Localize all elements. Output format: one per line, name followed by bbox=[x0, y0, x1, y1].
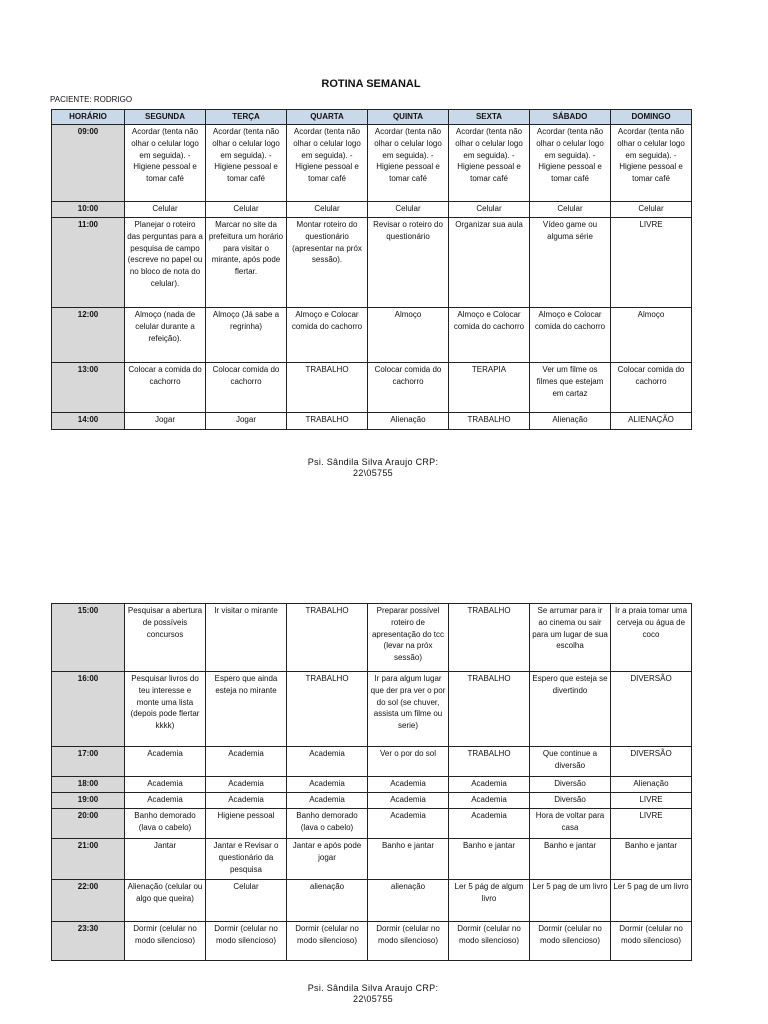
header-horario: HORÁRIO bbox=[52, 110, 125, 125]
activity-cell: LIVRE bbox=[611, 218, 692, 308]
table-row bbox=[52, 672, 692, 747]
activity-cell: TRABALHO bbox=[449, 413, 530, 430]
activity-cell: Banho demorado (lava o cabelo) bbox=[125, 809, 206, 839]
activity-cell: Acordar (tenta não olhar o celular logo em seguida). -Higiene pessoal e tomar café bbox=[125, 125, 206, 202]
time-cell: 13:00 bbox=[52, 363, 125, 413]
header-quarta: QUARTA bbox=[287, 110, 368, 125]
activity-cell: Acordar (tenta não olhar o celular logo em seguida). -Higiene pessoal e tomar café bbox=[611, 125, 692, 202]
activity-cell: DIVERSÃO bbox=[611, 672, 692, 747]
activity-cell: Almoço bbox=[368, 308, 449, 363]
activity-cell: Banho e jantar bbox=[368, 839, 449, 880]
weekly-routine-table-part2 bbox=[51, 603, 692, 961]
activity-cell: Jantar bbox=[125, 839, 206, 880]
time-cell: 22:00 bbox=[52, 880, 125, 922]
time-cell: 10:00 bbox=[52, 202, 125, 218]
activity-cell: TRABALHO bbox=[287, 413, 368, 430]
activity-cell: Montar roteiro do questionário (apresentar na próx sessão). bbox=[287, 218, 368, 308]
activity-cell: Pesquisar livros do teu interesse e monte uma lista (depois pode flertar kkkk) bbox=[125, 672, 206, 747]
activity-cell: Pesquisar a abertura de possíveis concursos bbox=[125, 604, 206, 672]
table-row bbox=[52, 777, 692, 793]
header-sexta: SEXTA bbox=[449, 110, 530, 125]
activity-cell: Ir para algum lugar que der pra ver o por do sol (se chuver, assista um filme ou serie) bbox=[368, 672, 449, 747]
time-cell: 23:30 bbox=[52, 922, 125, 961]
header-row bbox=[52, 110, 692, 125]
activity-cell: Diversão bbox=[530, 777, 611, 793]
header-domingo: DOMINGO bbox=[611, 110, 692, 125]
time-cell: 19:00 bbox=[52, 793, 125, 809]
time-cell: 20:00 bbox=[52, 809, 125, 839]
activity-cell: Academia bbox=[206, 777, 287, 793]
document-title: ROTINA SEMANAL bbox=[321, 78, 421, 90]
activity-cell: LIVRE bbox=[611, 793, 692, 809]
time-cell: 18:00 bbox=[52, 777, 125, 793]
activity-cell: Celular bbox=[125, 202, 206, 218]
time-cell: 14:00 bbox=[52, 413, 125, 430]
activity-cell: Vídeo game ou alguma série bbox=[530, 218, 611, 308]
activity-cell: Banho e jantar bbox=[530, 839, 611, 880]
activity-cell: Preparar possível roteiro de apresentação do tcc (levar na próx sessão) bbox=[368, 604, 449, 672]
table-row bbox=[52, 125, 692, 202]
activity-cell: LIVRE bbox=[611, 809, 692, 839]
table-row bbox=[52, 793, 692, 809]
activity-cell: Celular bbox=[449, 202, 530, 218]
activity-cell: alienação bbox=[368, 880, 449, 922]
activity-cell: Colocar comida do cachorro bbox=[611, 363, 692, 413]
table2-body bbox=[52, 604, 692, 961]
activity-cell: ALIENAÇÃO bbox=[611, 413, 692, 430]
activity-cell: Alienação bbox=[530, 413, 611, 430]
activity-cell: Marcar no site da prefeitura um horário para visitar o mirante, após pode flertar. bbox=[206, 218, 287, 308]
activity-cell: Almoço e Colocar comida do cachorro bbox=[449, 308, 530, 363]
activity-cell: Academia bbox=[287, 793, 368, 809]
activity-cell: Dormir (celular no modo silencioso) bbox=[530, 922, 611, 961]
activity-cell: Ler 5 pág de algum livro bbox=[449, 880, 530, 922]
activity-cell: Jogar bbox=[125, 413, 206, 430]
table-row bbox=[52, 363, 692, 413]
table-row bbox=[52, 202, 692, 218]
activity-cell: Dormir (celular no modo silencioso) bbox=[449, 922, 530, 961]
table-row bbox=[52, 747, 692, 777]
activity-cell: Dormir (celular no modo silencioso) bbox=[368, 922, 449, 961]
activity-cell: Academia bbox=[368, 777, 449, 793]
activity-cell: Academia bbox=[206, 793, 287, 809]
activity-cell: Dormir (celular no modo silencioso) bbox=[206, 922, 287, 961]
time-cell: 21:00 bbox=[52, 839, 125, 880]
table1-body bbox=[52, 125, 692, 430]
activity-cell: Almoço bbox=[611, 308, 692, 363]
activity-cell: Diversão bbox=[530, 793, 611, 809]
activity-cell: Higiene pessoal bbox=[206, 809, 287, 839]
table-row bbox=[52, 604, 692, 672]
activity-cell: Academia bbox=[125, 777, 206, 793]
activity-cell: Celular bbox=[206, 202, 287, 218]
activity-cell: TRABALHO bbox=[287, 363, 368, 413]
activity-cell: Jantar e após pode jogar bbox=[287, 839, 368, 880]
activity-cell: Alienação bbox=[611, 777, 692, 793]
activity-cell: Celular bbox=[368, 202, 449, 218]
time-cell: 15:00 bbox=[52, 604, 125, 672]
time-cell: 12:00 bbox=[52, 308, 125, 363]
signature-line2: 22\05755 bbox=[353, 994, 393, 1004]
activity-cell: Banho demorado (lava o cabelo) bbox=[287, 809, 368, 839]
activity-cell: Acordar (tenta não olhar o celular logo em seguida). -Higiene pessoal e tomar café bbox=[287, 125, 368, 202]
table-row bbox=[52, 809, 692, 839]
activity-cell: TERAPIA bbox=[449, 363, 530, 413]
activity-cell: Academia bbox=[125, 747, 206, 777]
header-terca: TERÇA bbox=[206, 110, 287, 125]
activity-cell: TRABALHO bbox=[287, 604, 368, 672]
activity-cell: Academia bbox=[287, 777, 368, 793]
activity-cell: Celular bbox=[611, 202, 692, 218]
activity-cell: Que continue a diversão bbox=[530, 747, 611, 777]
activity-cell: Academia bbox=[206, 747, 287, 777]
activity-cell: Colocar comida do cachorro bbox=[206, 363, 287, 413]
activity-cell: Colocar comida do cachorro bbox=[368, 363, 449, 413]
activity-cell: Academia bbox=[287, 747, 368, 777]
activity-cell: Planejar o roteiro das perguntas para a pesquisa de campo (escreve no papel ou no bloco de nota do celular). bbox=[125, 218, 206, 308]
activity-cell: Almoço e Colocar comida do cachorro bbox=[287, 308, 368, 363]
activity-cell: Ler 5 pag de um livro bbox=[611, 880, 692, 922]
header-segunda: SEGUNDA bbox=[125, 110, 206, 125]
activity-cell: Almoço (nada de celular durante a refeição). bbox=[125, 308, 206, 363]
activity-cell: DIVERSÃO bbox=[611, 747, 692, 777]
activity-cell: TRABALHO bbox=[287, 672, 368, 747]
activity-cell: Colocar a comida do cachorro bbox=[125, 363, 206, 413]
activity-cell: Jogar bbox=[206, 413, 287, 430]
activity-cell: Academia bbox=[449, 793, 530, 809]
activity-cell: Academia bbox=[368, 809, 449, 839]
activity-cell: Ver o por do sol bbox=[368, 747, 449, 777]
activity-cell: Jantar e Revisar o questionário da pesquisa bbox=[206, 839, 287, 880]
activity-cell: TRABALHO bbox=[449, 604, 530, 672]
time-cell: 09:00 bbox=[52, 125, 125, 202]
activity-cell: Academia bbox=[449, 777, 530, 793]
table-row bbox=[52, 839, 692, 880]
patient-name: PACIENTE: RODRIGO bbox=[50, 95, 133, 104]
activity-cell: Ir a praia tomar uma cerveja ou água de coco bbox=[611, 604, 692, 672]
header-quinta: QUINTA bbox=[368, 110, 449, 125]
activity-cell: Organizar sua aula bbox=[449, 218, 530, 308]
activity-cell: Celular bbox=[530, 202, 611, 218]
weekly-routine-table-part1 bbox=[51, 109, 692, 430]
activity-cell: Dormir (celular no modo silencioso) bbox=[611, 922, 692, 961]
activity-cell: Dormir (celular no modo silencioso) bbox=[287, 922, 368, 961]
table-row bbox=[52, 922, 692, 961]
signature-line1: Psi. Sândila Silva Araujo CRP: bbox=[307, 457, 439, 467]
activity-cell: Acordar (tenta não olhar o celular logo em seguida). -Higiene pessoal e tomar café bbox=[449, 125, 530, 202]
time-cell: 11:00 bbox=[52, 218, 125, 308]
activity-cell: TRABALHO bbox=[449, 672, 530, 747]
activity-cell: Acordar (tenta não olhar o celular logo em seguida). -Higiene pessoal e tomar café bbox=[530, 125, 611, 202]
time-cell: 17:00 bbox=[52, 747, 125, 777]
signature-line1: Psi. Sândila Silva Araujo CRP: bbox=[307, 983, 439, 993]
activity-cell: Banho e jantar bbox=[449, 839, 530, 880]
activity-cell: Alienação bbox=[368, 413, 449, 430]
table-row bbox=[52, 218, 692, 308]
activity-cell: TRABALHO bbox=[449, 747, 530, 777]
activity-cell: Celular bbox=[206, 880, 287, 922]
signature-block bbox=[0, 457, 746, 479]
activity-cell: Almoço e Colocar comida do cachorro bbox=[530, 308, 611, 363]
activity-cell: Dormir (celular no modo silencioso) bbox=[125, 922, 206, 961]
activity-cell: Academia bbox=[125, 793, 206, 809]
time-cell: 16:00 bbox=[52, 672, 125, 747]
activity-cell: Academia bbox=[368, 793, 449, 809]
activity-cell: Hora de voltar para casa bbox=[530, 809, 611, 839]
activity-cell: Acordar (tenta não olhar o celular logo em seguida). -Higiene pessoal e tomar café bbox=[206, 125, 287, 202]
activity-cell: Alienação (celular ou algo que queira) bbox=[125, 880, 206, 922]
activity-cell: Se arrumar para ir ao cinema ou sair para um lugar de sua escolha bbox=[530, 604, 611, 672]
signature-block bbox=[0, 983, 746, 1005]
activity-cell: Ir visitar o mirante bbox=[206, 604, 287, 672]
activity-cell: Ver um filme os filmes que estejam em cartaz bbox=[530, 363, 611, 413]
activity-cell: Almoço (Já sabe a regrinha) bbox=[206, 308, 287, 363]
activity-cell: Espero que ainda esteja no mirante bbox=[206, 672, 287, 747]
activity-cell: Acordar (tenta não olhar o celular logo em seguida). -Higiene pessoal e tomar café bbox=[368, 125, 449, 202]
activity-cell: Ler 5 pag de um livro bbox=[530, 880, 611, 922]
signature-line2: 22\05755 bbox=[353, 468, 393, 478]
table-row bbox=[52, 308, 692, 363]
activity-cell: Espero que esteja se divertindo bbox=[530, 672, 611, 747]
activity-cell: Academia bbox=[449, 809, 530, 839]
table-row bbox=[52, 880, 692, 922]
activity-cell: Banho e jantar bbox=[611, 839, 692, 880]
activity-cell: Revisar o roteiro do questionário bbox=[368, 218, 449, 308]
activity-cell: alienação bbox=[287, 880, 368, 922]
table-row bbox=[52, 413, 692, 430]
activity-cell: Celular bbox=[287, 202, 368, 218]
header-sabado: SÁBADO bbox=[530, 110, 611, 125]
